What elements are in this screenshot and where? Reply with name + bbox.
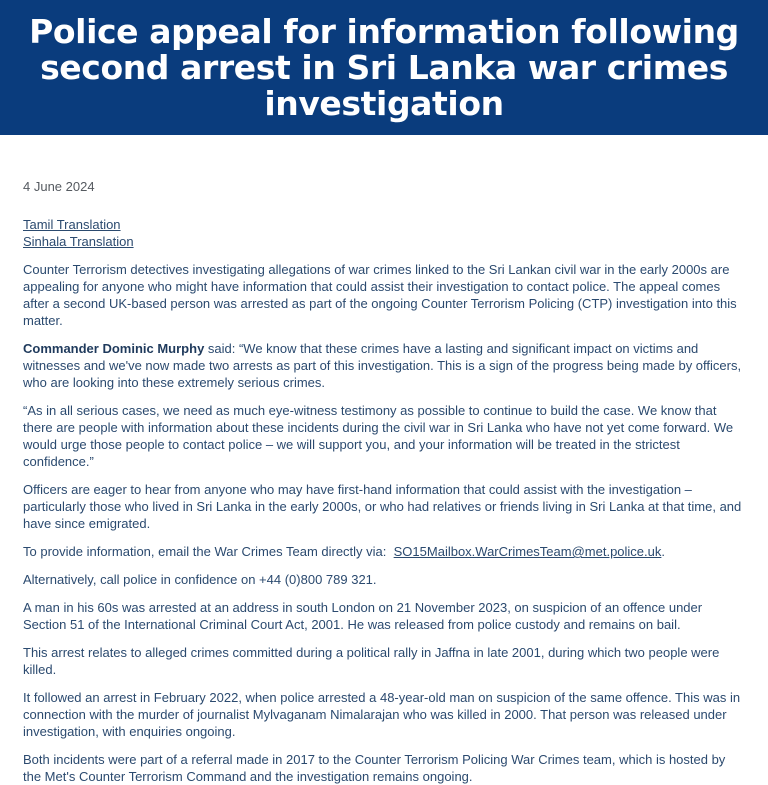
article-body xyxy=(0,178,768,785)
paragraph-phone: Alternatively, call police in confidence on +44 (0)800 789 321. xyxy=(23,572,377,587)
sinhala-translation-link[interactable]: Sinhala Translation xyxy=(23,234,134,249)
speaker-name: Commander Dominic Murphy xyxy=(23,341,205,356)
paragraph-arrest-context: This arrest relates to alleged crimes committed during a political rally in Jaffna in late 2001, during which two people were killed. xyxy=(23,645,720,677)
publish-date: 4 June 2024 xyxy=(23,179,95,194)
paragraph-intro: Counter Terrorism detectives investigating allegations of war crimes linked to the Sri Lankan civil war in the early 2000s are appealing for anyone who might have information that could assist their investigation to contact police. The appeal comes after a second UK-based person was arrested as part of the ongoing Counter Terrorism Policing (CTP) investigation into this matter. xyxy=(23,262,737,328)
quote-text: said: “We know that these crimes have a lasting and significant impact on victims and witnesses and we've now made two arrests as part of this investigation. This is a sign of the progress being made by officers, who are looking into these extremely serious crimes. xyxy=(23,341,742,390)
email-end: . xyxy=(661,544,666,559)
paragraph-arrest-1: A man in his 60s was arrested at an address in south London on 21 November 2023, on suspicion of an offence under Section 51 of the International Criminal Court Act, 2001. He was released from police custody and remains on bail. xyxy=(23,600,703,632)
paragraph-email xyxy=(23,543,745,560)
translation-links xyxy=(23,216,745,250)
email-intro-text: To provide information, email the War Crimes Team directly via: xyxy=(23,544,394,559)
headline-banner xyxy=(0,0,768,135)
page-title: Police appeal for information following second arrest in Sri Lanka war crimes investigation xyxy=(29,11,739,123)
paragraph-quote-1 xyxy=(23,340,745,391)
email-link[interactable]: SO15Mailbox.WarCrimesTeam@met.police.uk xyxy=(393,544,662,559)
paragraph-referral: Both incidents were part of a referral made in 2017 to the Counter Terrorism Policing War Crimes team, which is hosted by the Met's Counter Terrorism Command and the investigation remains ongoing. xyxy=(23,752,726,784)
paragraph-arrest-2: It followed an arrest in February 2022, when police arrested a 48-year-old man on suspicion of the same offence. This was in connection with the murder of journalist Mylvaganam Nimalarajan who was killed in 2000. That person was released under investigation, with enquiries ongoing. xyxy=(23,690,741,739)
paragraph-quote-2: “As in all serious cases, we need as much eye-witness testimony as possible to continue to build the case. We know that there are people with information about these incidents during the civil war in Sri Lanka who have not yet come forward. We would urge those people to contact police – we will support you, and your information will be treated in the strictest confidence.” xyxy=(23,403,734,469)
paragraph-appeal: Officers are eager to hear from anyone who may have first-hand information that could assist with the investigation – particularly those who lived in Sri Lanka in the early 2000s, or who had relatives or friends living in Sri Lanka at that time, and have since emigrated. xyxy=(23,482,742,531)
tamil-translation-link[interactable]: Tamil Translation xyxy=(23,217,121,232)
